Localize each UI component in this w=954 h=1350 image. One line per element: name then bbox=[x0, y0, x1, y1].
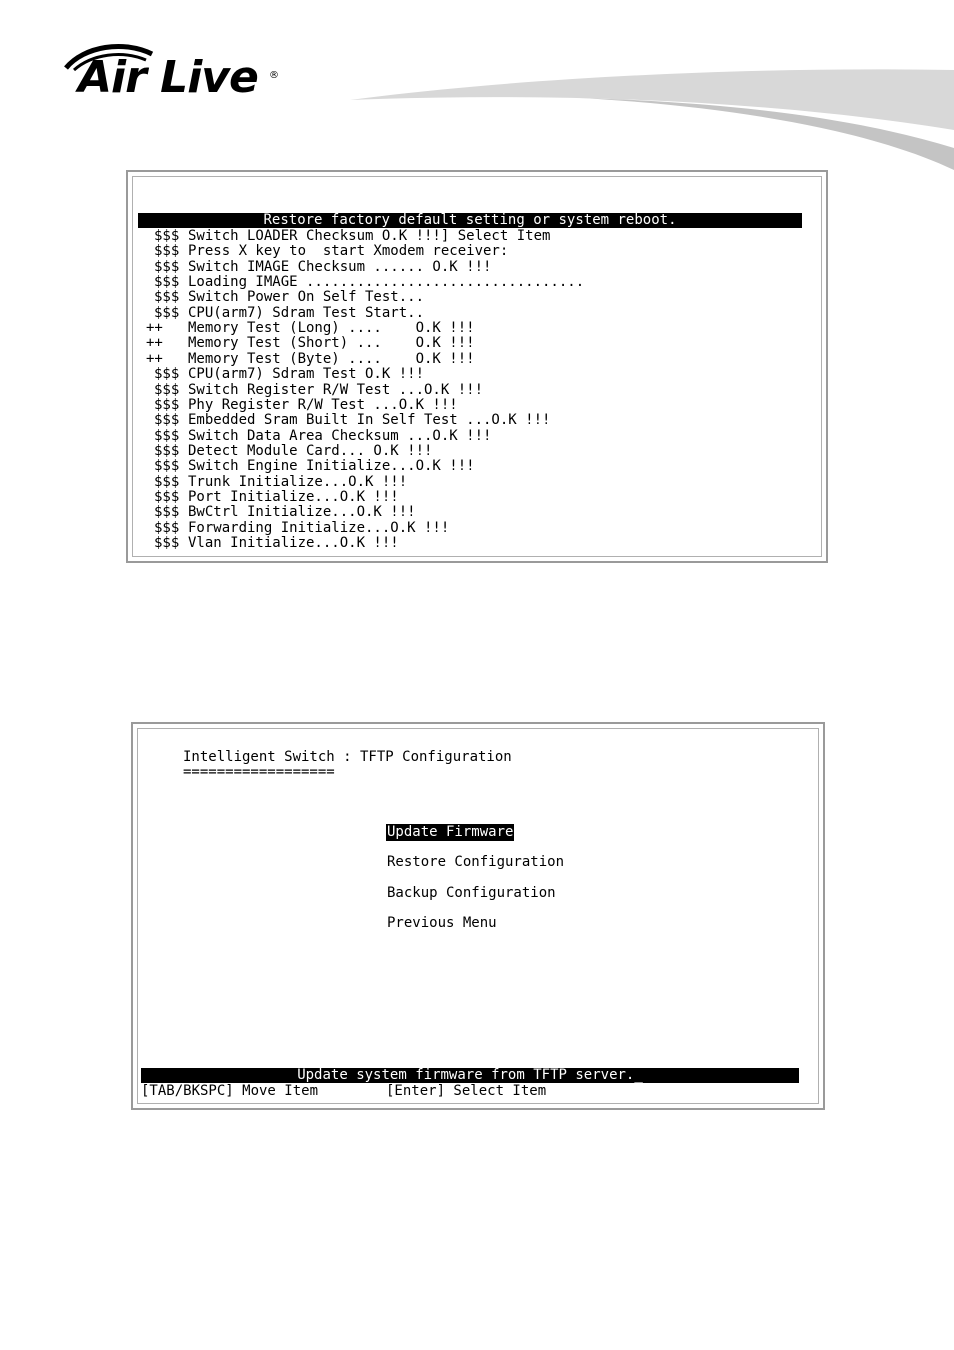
boot-log-line bbox=[146, 229, 550, 244]
boot-line-prefix: $$$ bbox=[154, 427, 180, 444]
boot-log-line bbox=[146, 521, 449, 536]
boot-line-prefix: $$$ bbox=[154, 274, 180, 291]
boot-line-text: CPU(arm7) Sdram Test Start.. bbox=[188, 304, 425, 321]
boot-line-prefix: $$$ bbox=[154, 381, 180, 398]
boot-line-text: Switch LOADER Checksum O.K !!!] Select Item bbox=[188, 228, 551, 244]
boot-log-line bbox=[146, 459, 475, 474]
boot-line-prefix: $$$ bbox=[154, 366, 180, 383]
boot-line-text: Detect Module Card... O.K !!! bbox=[188, 442, 433, 459]
boot-log-line bbox=[146, 336, 475, 351]
help-select-item: [Enter] Select Item bbox=[386, 1083, 547, 1099]
boot-line-text: Switch Power On Self Test... bbox=[188, 289, 425, 306]
menu-update-firmware[interactable]: Update Firmware bbox=[387, 824, 514, 840]
boot-log-line bbox=[146, 352, 475, 367]
boot-log-line bbox=[146, 444, 432, 459]
boot-log-line bbox=[146, 367, 424, 382]
boot-log-line bbox=[146, 290, 424, 305]
boot-line-prefix: $$$ bbox=[154, 258, 180, 275]
boot-line-text: BwCtrl Initialize...O.K !!! bbox=[188, 504, 416, 521]
boot-line-text: Memory Test (Short) ... O.K !!! bbox=[188, 335, 475, 352]
help-move-item: [TAB/BKSPC] Move Item bbox=[141, 1083, 319, 1099]
airlive-logo bbox=[64, 42, 294, 108]
boot-line-prefix: $$$ bbox=[154, 304, 180, 321]
boot-line-text: Phy Register R/W Test ...O.K !!! bbox=[188, 396, 458, 413]
tftp-config-terminal bbox=[131, 722, 825, 1110]
boot-line-prefix: $$$ bbox=[154, 535, 180, 551]
boot-log-line bbox=[146, 275, 584, 290]
menu-restore-configuration[interactable]: Restore Configuration bbox=[387, 854, 565, 870]
boot-line-prefix: $$$ bbox=[154, 488, 180, 505]
boot-log-line bbox=[146, 505, 416, 520]
boot-line-text: Trunk Initialize...O.K !!! bbox=[188, 473, 408, 490]
boot-line-prefix: $$$ bbox=[154, 228, 180, 244]
boot-screen-header: Restore factory default setting or system reboot. bbox=[138, 213, 802, 228]
boot-log-line bbox=[146, 244, 508, 259]
boot-line-text: Switch Register R/W Test ...O.K !!! bbox=[188, 381, 484, 398]
boot-line-prefix: $$$ bbox=[154, 412, 180, 429]
boot-line-text: Forwarding Initialize...O.K !!! bbox=[188, 519, 450, 536]
boot-line-prefix: $$$ bbox=[154, 243, 180, 260]
boot-line-text: Embedded Sram Built In Self Test ...O.K !!! bbox=[188, 412, 551, 429]
boot-line-prefix: $$$ bbox=[154, 289, 180, 306]
boot-log-line bbox=[146, 413, 550, 428]
boot-line-prefix: $$$ bbox=[154, 504, 180, 521]
boot-line-prefix: ++ bbox=[146, 320, 163, 337]
boot-line-text: Switch Data Area Checksum ...O.K !!! bbox=[188, 427, 492, 444]
header-swoosh-graphic bbox=[350, 66, 954, 176]
boot-log-line bbox=[146, 490, 399, 505]
boot-log-line bbox=[146, 306, 424, 321]
title-underline: ================== bbox=[183, 764, 335, 780]
boot-log-line bbox=[146, 260, 491, 275]
status-bar: Update system firmware from TFTP server._ bbox=[141, 1068, 799, 1083]
boot-log-line bbox=[146, 429, 491, 444]
screen-title: Intelligent Switch : TFTP Configuration bbox=[183, 749, 512, 765]
boot-line-prefix: $$$ bbox=[154, 473, 180, 490]
boot-line-prefix: $$$ bbox=[154, 442, 180, 459]
boot-line-prefix: $$$ bbox=[154, 519, 180, 536]
boot-log-terminal bbox=[126, 170, 828, 563]
menu-previous-menu[interactable]: Previous Menu bbox=[387, 915, 497, 931]
boot-line-text: Memory Test (Byte) .... O.K !!! bbox=[188, 350, 475, 367]
boot-line-text: Switch Engine Initialize...O.K !!! bbox=[188, 458, 475, 475]
boot-line-text: Port Initialize...O.K !!! bbox=[188, 488, 399, 505]
boot-line-prefix: $$$ bbox=[154, 458, 180, 475]
boot-line-text: Vlan Initialize...O.K !!! bbox=[188, 535, 399, 551]
logo-wordmark: Air Live bbox=[78, 52, 258, 103]
boot-log-line bbox=[146, 321, 475, 336]
boot-line-text: CPU(arm7) Sdram Test O.K !!! bbox=[188, 366, 425, 383]
boot-log-line bbox=[146, 536, 399, 551]
boot-log-line bbox=[146, 383, 483, 398]
boot-line-text: Switch IMAGE Checksum ...... O.K !!! bbox=[188, 258, 492, 275]
boot-log-line bbox=[146, 398, 458, 413]
boot-line-text: Loading IMAGE ................................. bbox=[188, 274, 585, 291]
boot-line-prefix: ++ bbox=[146, 350, 163, 367]
boot-log-line bbox=[146, 475, 407, 490]
boot-line-prefix: $$$ bbox=[154, 396, 180, 413]
boot-line-text: Press X key to start Xmodem receiver: bbox=[188, 243, 509, 260]
menu-backup-configuration[interactable]: Backup Configuration bbox=[387, 885, 556, 901]
registered-mark: ® bbox=[269, 70, 279, 81]
boot-line-prefix: ++ bbox=[146, 335, 163, 352]
boot-line-text: Memory Test (Long) .... O.K !!! bbox=[188, 320, 475, 337]
